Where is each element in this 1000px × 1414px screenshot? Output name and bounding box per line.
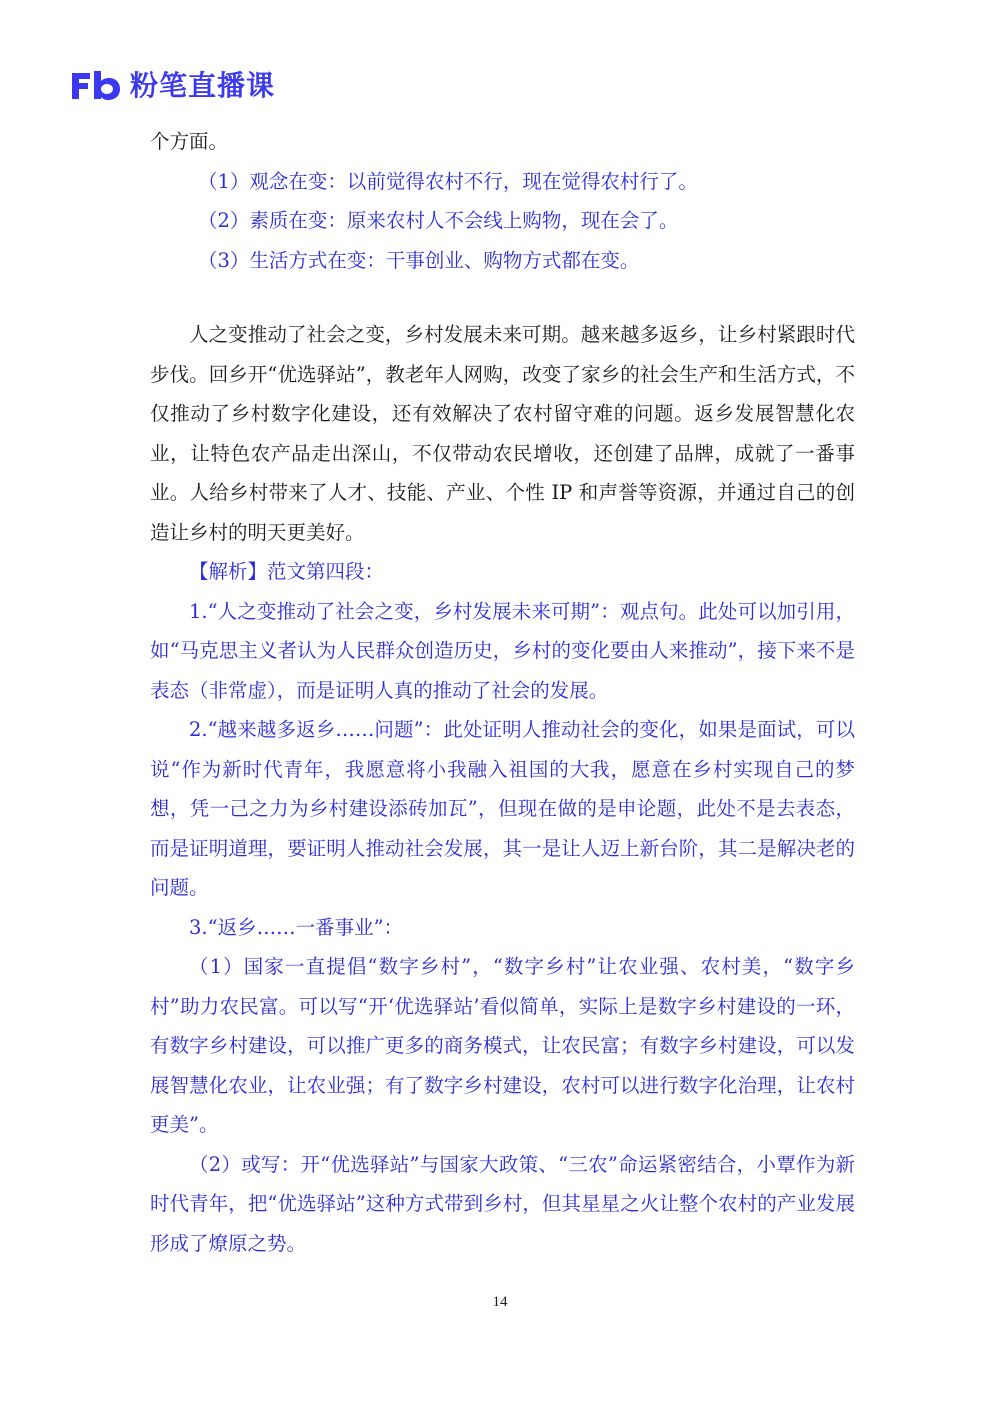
annotation-item: （1）观念在变：以前觉得农村不行，现在觉得农村行了。 — [198, 169, 698, 193]
annotation-item: （2）素质在变：原来农村人不会线上购物，现在会了。 — [198, 209, 679, 232]
document-body — [150, 122, 855, 1263]
analysis-point: 3.“返乡……一番事业”： — [189, 915, 404, 939]
analysis-point: 1.“人之变推动了社会之变，乡村发展未来可期”：观点句。此处可以加引用，如“马克思主义者认为人民群众创造历史，乡村的变化要由人来推动”，接下来不是表态（非常虚），而是证明人真的推动了社会的发展。 — [150, 599, 855, 702]
paragraph: 个方面。 — [150, 130, 229, 153]
analysis-subpoint: （1）国家一直提倡“数字乡村”，“数字乡村”让农业强、农村美，“数字乡村”助力农民富。可以写“开‘优选驿站’看似简单，实际上是数字乡村建设的一环，有数字乡村建设，可以推广更多的商务模式，让农民富；有数字乡村建设，可以发展智慧化农业，让农业强；有了数字乡村建设，农村可以进行数字化治理，让农村更美”。 — [150, 955, 855, 1136]
spacer — [150, 280, 855, 315]
header — [70, 66, 275, 106]
annotation-item: （3）生活方式在变：干事创业、购物方式都在变。 — [198, 248, 640, 272]
analysis-heading: 【解析】范文第四段： — [189, 560, 385, 583]
analysis-point: 2.“越来越多返乡……问题”：此处证明人推动社会的变化，如果是面试，可以说“作为新时代青年，我愿意将小我融入祖国的大我，愿意在乡村实现自己的梦想，凭一己之力为乡村建设添砖加瓦”，但现在做的是申论题，此处不是去表态，而是证明道理，要证明人推动社会发展，其一是让人迈上新台阶，其二是解决老的问题。 — [150, 718, 855, 899]
page-number: 14 — [492, 1294, 508, 1310]
brand-name: 粉笔直播课 — [130, 69, 276, 102]
essay-paragraph: 人之变推动了社会之变，乡村发展未来可期。越来越多返乡，让乡村紧跟时代步伐。回乡开“优选驿站”，教老年人网购，改变了家乡的社会生产和生活方式，不仅推动了乡村数字化建设，还有效解决了农村留守难的问题。返乡发展智慧化农业，让特色农产品走出深山，不仅带动农民增收，还创建了品牌，成就了一番事业。人给乡村带来了人才、技能、产业、个性 IP 和声誉等资源，并通过自己的创造让乡村的明天更美好。 — [150, 323, 855, 544]
analysis-subpoint: （2）或写：开“优选驿站”与国家大政策、“三农”命运紧密结合，小覃作为新时代青年，把“优选驿站”这种方式带到乡村，但其星星之火让整个农村的产业发展形成了燎原之势。 — [150, 1152, 855, 1255]
fenbi-logo-icon — [70, 69, 122, 103]
